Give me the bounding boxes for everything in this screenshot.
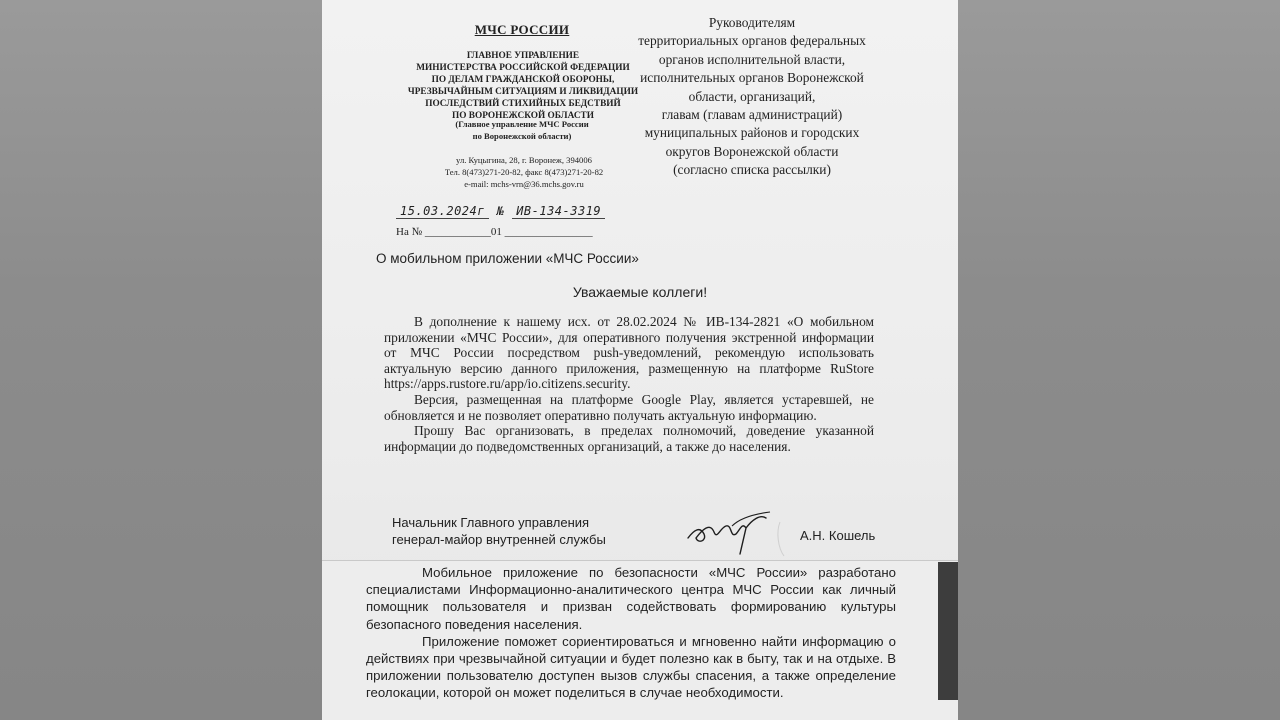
addressee-line: муниципальных районов и городских bbox=[644, 125, 860, 141]
body-paragraph: В дополнение к нашему исх. от 28.02.2024 № ИВ-134-2821 «О мобильном приложении «МЧС России», для оперативного получения экстренной информации от МЧС России посредством push-уведомлений, рекомендую использовать актуальную версию данного приложения, размещенную на платформе RuStore https://apps.rustore.ru/app/io.citizens.security. bbox=[384, 314, 874, 392]
org-line: ПО ВОРОНЕЖСКОЙ ОБЛАСТИ bbox=[452, 111, 594, 121]
info-paragraph: Мобильное приложение по безопасности «МЧС России» разработано специалистами Информационно-аналитического центра МЧС России как личный помощник пользователя и призван содействовать формированию культуры безопасного поведения населения. bbox=[366, 565, 896, 632]
org-line: МИНИСТЕРСТВА РОССИЙСКОЙ ФЕДЕРАЦИИ bbox=[416, 63, 630, 73]
reg-prefix: № bbox=[496, 204, 505, 218]
signer-position-line: генерал-майор внутренней службы bbox=[392, 532, 606, 547]
background-right bbox=[958, 0, 1280, 720]
addressee-line: области, организаций, bbox=[688, 88, 816, 104]
handwritten-signature bbox=[680, 508, 790, 560]
org-short-line: (Главное управление МЧС России bbox=[455, 119, 589, 129]
addressee-line: территориальных органов федеральных bbox=[638, 33, 866, 49]
email: e-mail: mchs-vrn@36.mchs.gov.ru bbox=[464, 179, 584, 189]
body-paragraph: Версия, размещенная на платформе Google Play, является устаревшей, не обновляется и не позволяет оперативно получать актуальную информацию. bbox=[384, 391, 874, 423]
org-short-line: по Воронежской области) bbox=[472, 131, 572, 141]
page-edge-shadow bbox=[938, 562, 958, 700]
phone: Тел. 8(473)271-20-82, факс 8(473)271-20-82 bbox=[444, 167, 604, 177]
info-paragraph: Приложение поможет сориентироваться и мгновенно найти информацию о действиях при чрезвычайной ситуации и будет полезно как в быту, так и на отдыхе. В приложении пользователю доступен вызов службы спасения, а также определение геолокации, которой он может поделиться в случае необходимости. bbox=[366, 633, 896, 701]
addressee-line: Руководителям bbox=[708, 15, 796, 30]
reg-date: 15.03.2024г bbox=[396, 204, 489, 219]
addressee-line: главам (главам администраций) bbox=[661, 107, 843, 123]
org-line: ПОСЛЕДСТВИЙ СТИХИЙНЫХ БЕДСТВИЙ bbox=[425, 99, 621, 109]
org-title: МЧС РОССИИ bbox=[474, 22, 570, 37]
body-paragraph: Прошу Вас организовать, в пределах полномочий, доведение указанной информации до подведомственных организаций, а также до населения. bbox=[384, 423, 874, 454]
letter-subject: О мобильном приложении «МЧС России» bbox=[376, 251, 639, 266]
signer-position bbox=[392, 514, 606, 548]
org-line: ЧРЕЗВЫЧАЙНЫМ СИТУАЦИЯМ И ЛИКВИДАЦИИ bbox=[407, 87, 639, 97]
addressee-line: исполнительных органов Воронежской bbox=[640, 70, 864, 86]
signer-position-line: Начальник Главного управления bbox=[392, 515, 590, 530]
letter-body bbox=[384, 314, 874, 454]
document-page bbox=[322, 0, 958, 720]
registration-line bbox=[396, 204, 605, 218]
background-left bbox=[0, 0, 322, 720]
org-line: ПО ДЕЛАМ ГРАЖДАНСКОЙ ОБОРОНЫ, bbox=[431, 75, 615, 85]
addressee-line: округов Воронежской области bbox=[665, 143, 839, 159]
greeting: Уважаемые коллеги! bbox=[572, 284, 708, 300]
addressee-line: (согласно списка рассылки) bbox=[673, 162, 831, 178]
address: ул. Куцыгина, 28, г. Воронеж, 394006 bbox=[456, 155, 592, 165]
addressee-block bbox=[592, 14, 912, 180]
reference-line: На № ____________01 ________________ bbox=[396, 226, 593, 238]
app-info-text bbox=[366, 564, 896, 702]
addressee-line: органов исполнительной власти, bbox=[658, 51, 846, 67]
reg-number: ИВ-134-3319 bbox=[512, 204, 605, 219]
signer-name: А.Н. Кошель bbox=[800, 528, 876, 543]
org-line: ГЛАВНОЕ УПРАВЛЕНИЕ bbox=[466, 51, 580, 61]
